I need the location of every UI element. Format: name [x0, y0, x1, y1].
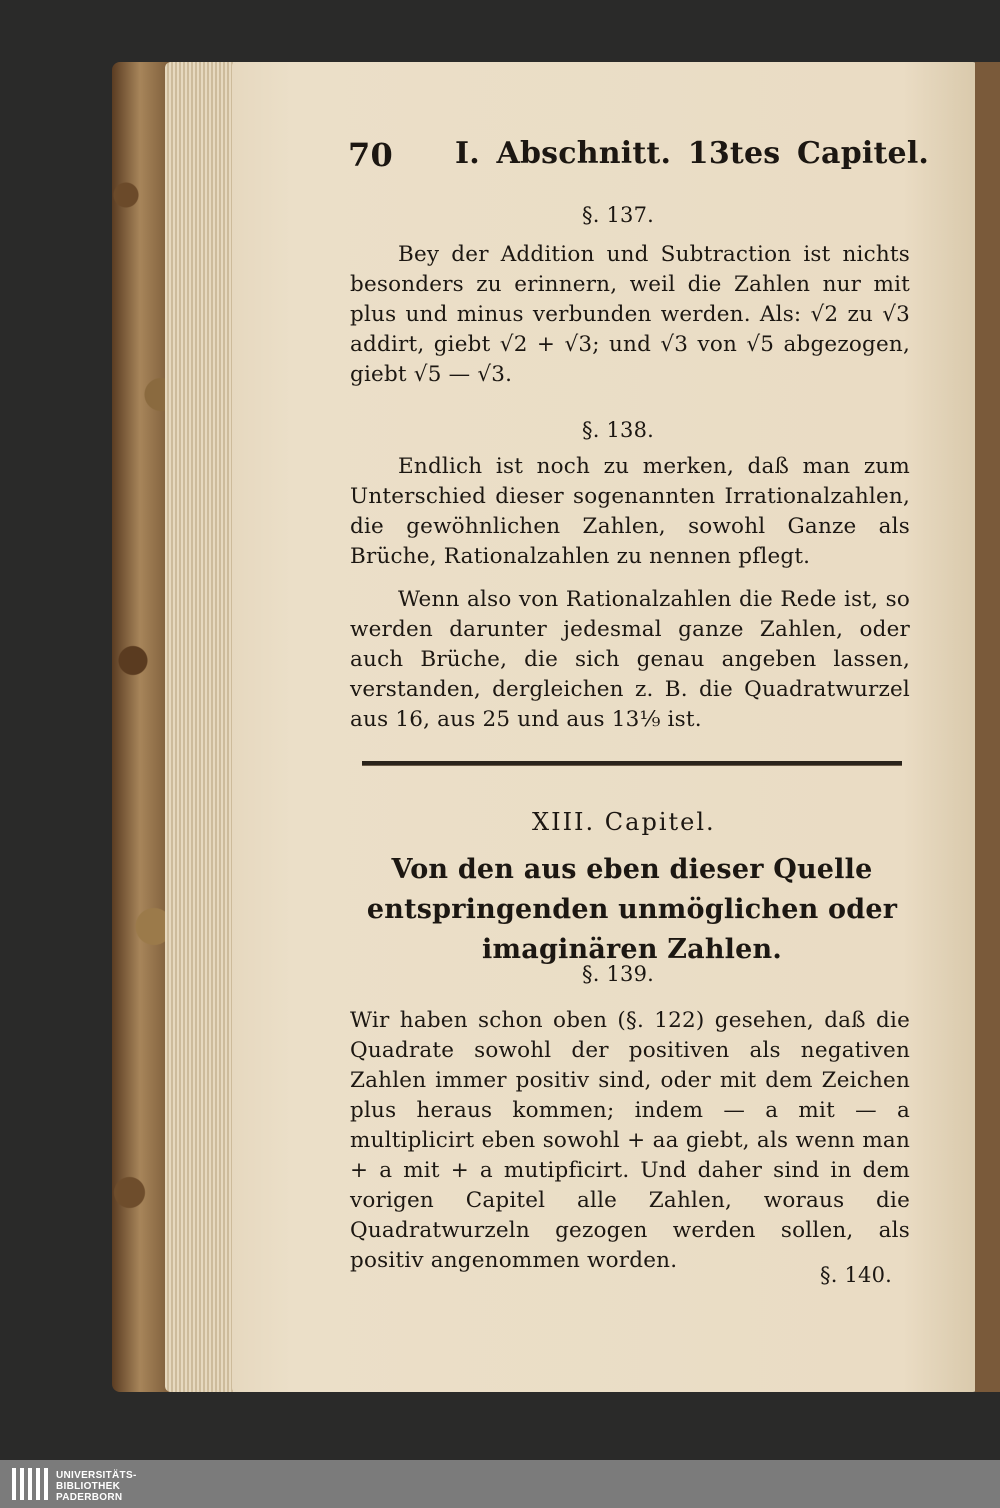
page-number: 70 — [348, 136, 393, 174]
section-138-text-2: Wenn also von Rationalzahlen die Rede ist, so werden darunter jedesmal ganze Zahlen, oder auch Brüche, die sich genau angeben lassen, verstanden, dergleichen z. B. die Quadratwurzel aus 16, aus 25 und aus 13⅑ ist. — [350, 587, 910, 732]
catchword: §. 140. — [820, 1263, 893, 1287]
running-title: I. Abschnitt. 13tes Capitel. — [455, 136, 930, 171]
page-edges — [165, 62, 240, 1392]
section-139-heading: §. 139. — [582, 962, 655, 986]
chapter-title: Von den aus eben dieser Quelle entspringenden unmöglichen oder imaginären Zahlen. — [366, 854, 898, 965]
chapter-divider — [362, 761, 902, 766]
facing-page-edge — [975, 62, 1000, 1392]
section-138-text: Endlich ist noch zu merken, daß man zum Unterschied dieser sogenannten Irrationalzahlen, die gewöhnlichen Zahlen, sowohl Ganze als Brüche, Rationalzahlen zu nennen pflegt. — [350, 454, 910, 569]
section-138-heading: §. 138. — [582, 418, 655, 442]
chapter-number: XIII. Capitel. — [532, 808, 716, 836]
section-137-heading: §. 137. — [582, 203, 655, 227]
section-139-text: Wir haben schon oben (§. 122) gesehen, daß die Quadrate sowohl der positiven als negativen Zahlen immer positiv sind, oder mit dem Zeichen plus heraus kommen; indem — a mit — a multiplicirt eben sowohl + aa giebt, als wenn man + a mit + a mutipficirt. Und daher sind in dem vorigen Capitel alle Zahlen, woraus die Quadratwurzeln gezogen werden sollen, als positiv angenommen worden. — [350, 1008, 910, 1273]
section-137-text: Bey der Addition und Subtraction ist nichts besonders zu erinnern, weil die Zahlen nur mit plus und minus verbunden werden. Als: √2 zu √3 addirt, giebt √2 + √3; und √3 von √5 abgezogen, giebt √5 — √3. — [350, 242, 910, 387]
library-name: UNIVERSITÄTS- BIBLIOTHEK PADERBORN — [56, 1470, 137, 1503]
library-logo-icon — [12, 1468, 48, 1500]
library-footer — [0, 1460, 1000, 1508]
